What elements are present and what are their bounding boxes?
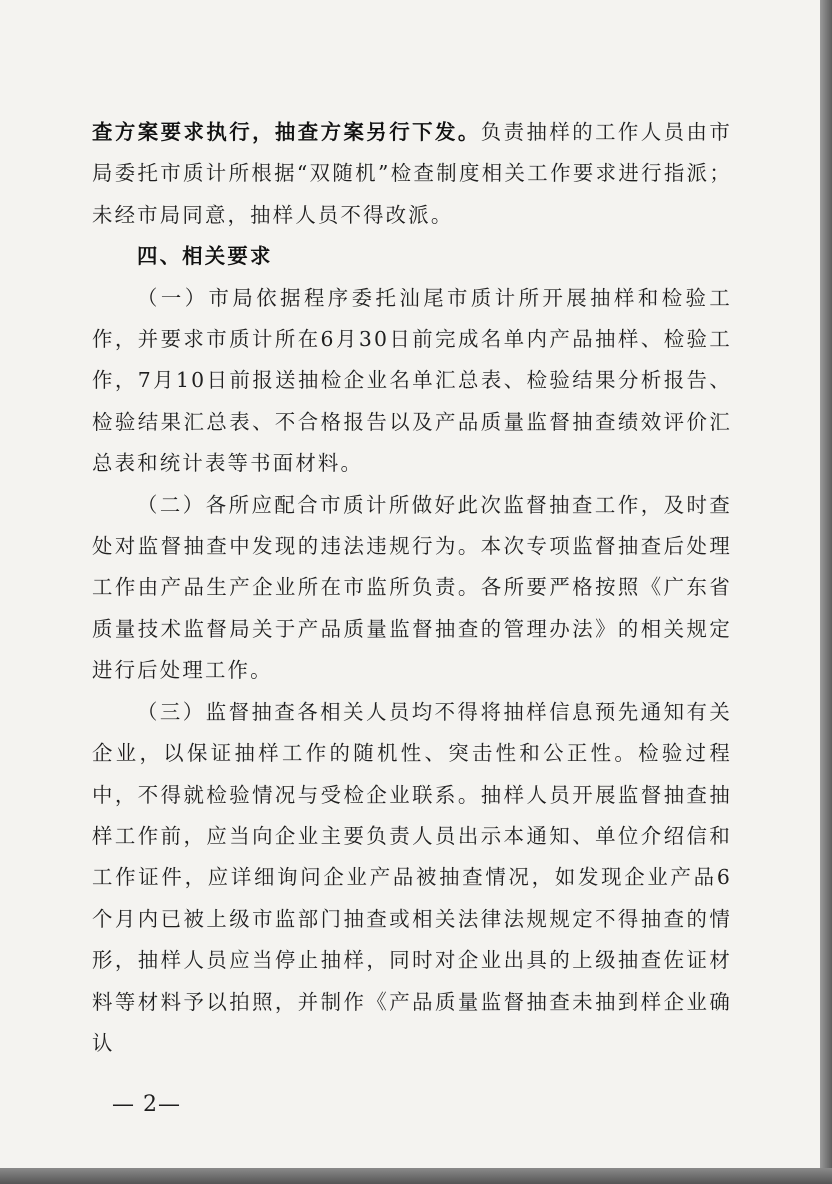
page-bottom-shadow <box>0 1168 832 1184</box>
bold-lead-text: 查方案要求执行，抽查方案另行下发。 <box>92 120 481 144</box>
paragraph-item-1: （一）市局依据程序委托汕尾市质计所开展抽样和检验工作，并要求市质计所在6月30日前完成名单内产品抽样、检验工作，7月10日前报送抽检企业名单汇总表、检验结果分析报告、检验结果汇总表、不合格报告以及产品质量监督抽查绩效评价汇总表和统计表等书面材料。 <box>92 285 732 476</box>
page-number: — 2— <box>112 1092 181 1117</box>
page-edge-shadow <box>820 0 832 1184</box>
paragraph-item-2: （二）各所应配合市质计所做好此次监督抽查工作，及时查处对监督抽查中发现的违法违规行为。本次专项监督抽查后处理工作由产品生产企业所在市监所负责。各所要严格按照《广东省质量技术监督局关于产品质量监督抽查的管理办法》的相关规定进行后处理工作。 <box>92 492 732 683</box>
paragraph-continuation <box>92 112 732 236</box>
document-body <box>92 112 732 1064</box>
paragraph-continuation-text: 负责抽样的工作人员由市局委托市质计所根据“双随机”检查制度相关工作要求进行指派；未经市局同意，抽样人员不得改派。 <box>92 120 732 227</box>
section-heading: 四、相关要求 <box>137 244 273 269</box>
paragraph-item-3: （三）监督抽查各相关人员均不得将抽样信息预先通知有关企业，以保证抽样工作的随机性、突击性和公正性。检验过程中，不得就检验情况与受检企业联系。抽样人员开展监督抽查抽样工作前，应当向企业主要负责人员出示本通知、单位介绍信和工作证件，应详细询问企业产品被抽查情况，如发现企业产品6个月内已被上级市监部门抽查或相关法律法规规定不得抽查的情形，抽样人员应当停止抽样，同时对企业出具的上级抽查佐证材料等材料予以拍照，并制作《产品质量监督抽查未抽到样企业确认 <box>92 699 732 1055</box>
